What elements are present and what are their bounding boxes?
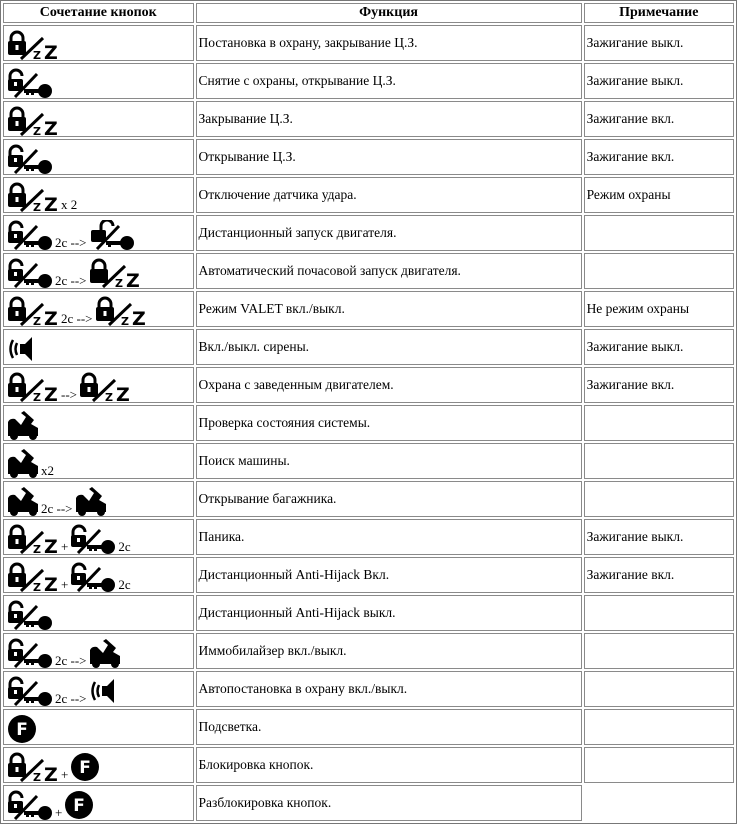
- combo-cell: [3, 519, 194, 555]
- combo-cell: [3, 291, 194, 327]
- note-cell: [584, 481, 734, 517]
- combo-text: 2с: [118, 577, 131, 592]
- svg-text:Z: Z: [33, 391, 41, 402]
- svg-text:F: F: [73, 796, 86, 816]
- combo-text: +: [61, 767, 69, 782]
- combo-text: +: [61, 577, 69, 592]
- note-cell: [584, 215, 734, 251]
- combo-cell: [3, 139, 194, 175]
- table-row: [3, 405, 734, 441]
- table-row: [3, 329, 734, 365]
- header-note: Примечание: [584, 3, 734, 23]
- combo-cell: [3, 329, 194, 365]
- header-function: Функция: [196, 3, 582, 23]
- car-trunk-icon: [7, 448, 39, 478]
- table-row: [3, 709, 734, 745]
- note-cell: Зажигание вкл.: [584, 367, 734, 403]
- table-row: [3, 671, 734, 707]
- note-cell: [584, 747, 734, 783]
- unlock-key-icon: [70, 562, 116, 592]
- table-row: [3, 139, 734, 175]
- table-row: [3, 25, 734, 61]
- table-header-row: [3, 3, 734, 23]
- note-cell: Зажигание выкл.: [584, 519, 734, 555]
- svg-text:Z: Z: [44, 308, 58, 326]
- svg-text:F: F: [16, 720, 28, 740]
- combo-text: 2с -->: [61, 311, 93, 326]
- combo-cell: [3, 443, 194, 479]
- unlock-key-icon: [70, 524, 116, 554]
- table-body: [3, 25, 734, 821]
- svg-text:Z: Z: [105, 391, 113, 402]
- siren-icon: [7, 334, 33, 364]
- note-cell: Зажигание вкл.: [584, 557, 734, 593]
- combo-cell: [3, 785, 194, 821]
- combo-cell: [3, 367, 194, 403]
- combo-cell: [3, 405, 194, 441]
- combo-text: 2с -->: [41, 501, 73, 516]
- svg-text:Z: Z: [33, 581, 41, 592]
- function-cell: Блокировка кнопок.: [196, 747, 582, 783]
- zz-icon: [89, 258, 141, 288]
- f-button-icon: [70, 752, 100, 782]
- table-row: [3, 177, 734, 213]
- combo-text: x2: [41, 463, 54, 478]
- table-row: [3, 215, 734, 251]
- note-cell: Зажигание вкл.: [584, 139, 734, 175]
- car-trunk-icon: [7, 410, 39, 440]
- unlock-key-icon: [7, 144, 53, 174]
- note-cell: [584, 253, 734, 289]
- lock-zz-icon: [7, 562, 59, 592]
- function-cell: Дистанционный Anti-Hijack Вкл.: [196, 557, 582, 593]
- combo-text: -->: [61, 387, 77, 402]
- table-row: [3, 367, 734, 403]
- lock-zz-icon: [7, 30, 59, 60]
- car-trunk-icon: [7, 486, 39, 516]
- svg-text:Z: Z: [33, 125, 41, 136]
- header-combination: Сочетание кнопок: [3, 3, 194, 23]
- combo-cell: [3, 101, 194, 137]
- svg-text:Z: Z: [44, 384, 58, 402]
- unlock-key-icon: [7, 220, 53, 250]
- lock-zz-icon: [7, 752, 59, 782]
- combo-cell: [3, 177, 194, 213]
- combo-cell: [3, 709, 194, 745]
- unlock-key-icon: [7, 676, 53, 706]
- note-cell: [584, 405, 734, 441]
- lock-zz-icon: [7, 524, 59, 554]
- table-row: [3, 785, 734, 821]
- unlock-key-icon: [7, 790, 53, 820]
- svg-text:F: F: [79, 758, 92, 778]
- lock-zz-icon: [7, 106, 59, 136]
- function-cell: Дистанционный запуск двигателя.: [196, 215, 582, 251]
- siren-icon: [89, 676, 115, 706]
- f-button-icon: [7, 714, 37, 744]
- car-trunk-icon: [75, 486, 107, 516]
- combo-text: x 2: [61, 197, 78, 212]
- combo-cell: [3, 25, 194, 61]
- svg-text:Z: Z: [33, 49, 41, 60]
- svg-text:Z: Z: [131, 308, 146, 326]
- combo-cell: [3, 63, 194, 99]
- note-cell: [584, 633, 734, 669]
- svg-text:Z: Z: [33, 543, 41, 554]
- table-row: [3, 481, 734, 517]
- note-cell: [584, 671, 734, 707]
- svg-text:Z: Z: [116, 384, 130, 402]
- lock-zz-icon: [79, 372, 131, 402]
- function-cell: Поиск машины.: [196, 443, 582, 479]
- lock-zz-icon: [7, 296, 59, 326]
- function-cell: Разблокировка кнопок.: [196, 785, 582, 821]
- lock-zz-icon: [7, 372, 59, 402]
- function-cell: Дистанционный Anti-Hijack выкл.: [196, 595, 582, 631]
- table-row: [3, 519, 734, 555]
- svg-text:Z: Z: [44, 536, 58, 554]
- function-cell: Охрана с заведенным двигателем.: [196, 367, 582, 403]
- table-row: [3, 253, 734, 289]
- function-cell: Режим VALET вкл./выкл.: [196, 291, 582, 327]
- svg-text:Z: Z: [114, 277, 123, 288]
- function-cell: Открывание багажника.: [196, 481, 582, 517]
- unlock-key-icon: [7, 68, 53, 98]
- table-row: [3, 291, 734, 327]
- combo-cell: [3, 215, 194, 251]
- svg-text:Z: Z: [33, 315, 41, 326]
- note-cell: Зажигание вкл.: [584, 101, 734, 137]
- function-cell: Снятие с охраны, открывание Ц.З.: [196, 63, 582, 99]
- note-cell: Зажигание выкл.: [584, 63, 734, 99]
- note-cell: [584, 709, 734, 745]
- function-cell: Подсветка.: [196, 709, 582, 745]
- combo-text: 2с -->: [55, 235, 87, 250]
- lock-zz-icon: [95, 296, 147, 326]
- open-lock-key-icon: [89, 220, 135, 250]
- combo-cell: [3, 747, 194, 783]
- note-cell: [584, 595, 734, 631]
- combo-text: 2с -->: [55, 273, 87, 288]
- function-cell: Паника.: [196, 519, 582, 555]
- note-cell: Не режим охраны: [584, 291, 734, 327]
- combo-cell: [3, 595, 194, 631]
- combo-text: 2с -->: [55, 653, 87, 668]
- table-row: [3, 443, 734, 479]
- combo-text: +: [61, 539, 69, 554]
- combo-cell: [3, 253, 194, 289]
- car-trunk-icon: [89, 638, 121, 668]
- svg-text:Z: Z: [125, 270, 140, 288]
- unlock-key-icon: [7, 258, 53, 288]
- table-row: [3, 595, 734, 631]
- lock-zz-icon: [7, 182, 59, 212]
- note-cell: [584, 443, 734, 479]
- svg-text:Z: Z: [44, 764, 58, 782]
- note-cell: Зажигание выкл.: [584, 25, 734, 61]
- svg-text:Z: Z: [120, 315, 129, 326]
- svg-text:Z: Z: [33, 201, 41, 212]
- combo-cell: [3, 633, 194, 669]
- unlock-key-icon: [7, 600, 53, 630]
- table-row: [3, 101, 734, 137]
- table-row: [3, 747, 734, 783]
- function-cell: Вкл./выкл. сирены.: [196, 329, 582, 365]
- function-cell: Открывание Ц.З.: [196, 139, 582, 175]
- svg-text:Z: Z: [44, 574, 58, 592]
- combo-text: 2с -->: [55, 691, 87, 706]
- table-row: [3, 557, 734, 593]
- svg-text:Z: Z: [44, 42, 58, 60]
- combo-cell: [3, 557, 194, 593]
- combo-cell: [3, 481, 194, 517]
- f-button-icon: [64, 790, 94, 820]
- function-cell: Иммобилайзер вкл./выкл.: [196, 633, 582, 669]
- note-cell: [584, 785, 734, 821]
- note-cell: Режим охраны: [584, 177, 734, 213]
- svg-text:Z: Z: [44, 118, 58, 136]
- note-cell: Зажигание выкл.: [584, 329, 734, 365]
- unlock-key-icon: [7, 638, 53, 668]
- function-cell: Отключение датчика удара.: [196, 177, 582, 213]
- svg-text:Z: Z: [44, 194, 58, 212]
- function-cell: Автопостановка в охрану вкл./выкл.: [196, 671, 582, 707]
- combo-cell: [3, 671, 194, 707]
- combo-text: 2с: [118, 539, 131, 554]
- combo-text: +: [55, 805, 63, 820]
- function-cell: Постановка в охрану, закрывание Ц.З.: [196, 25, 582, 61]
- function-cell: Проверка состояния системы.: [196, 405, 582, 441]
- function-cell: Автоматический почасовой запуск двигателя.: [196, 253, 582, 289]
- table-row: [3, 633, 734, 669]
- function-cell: Закрывание Ц.З.: [196, 101, 582, 137]
- table-row: [3, 63, 734, 99]
- svg-text:Z: Z: [33, 771, 41, 782]
